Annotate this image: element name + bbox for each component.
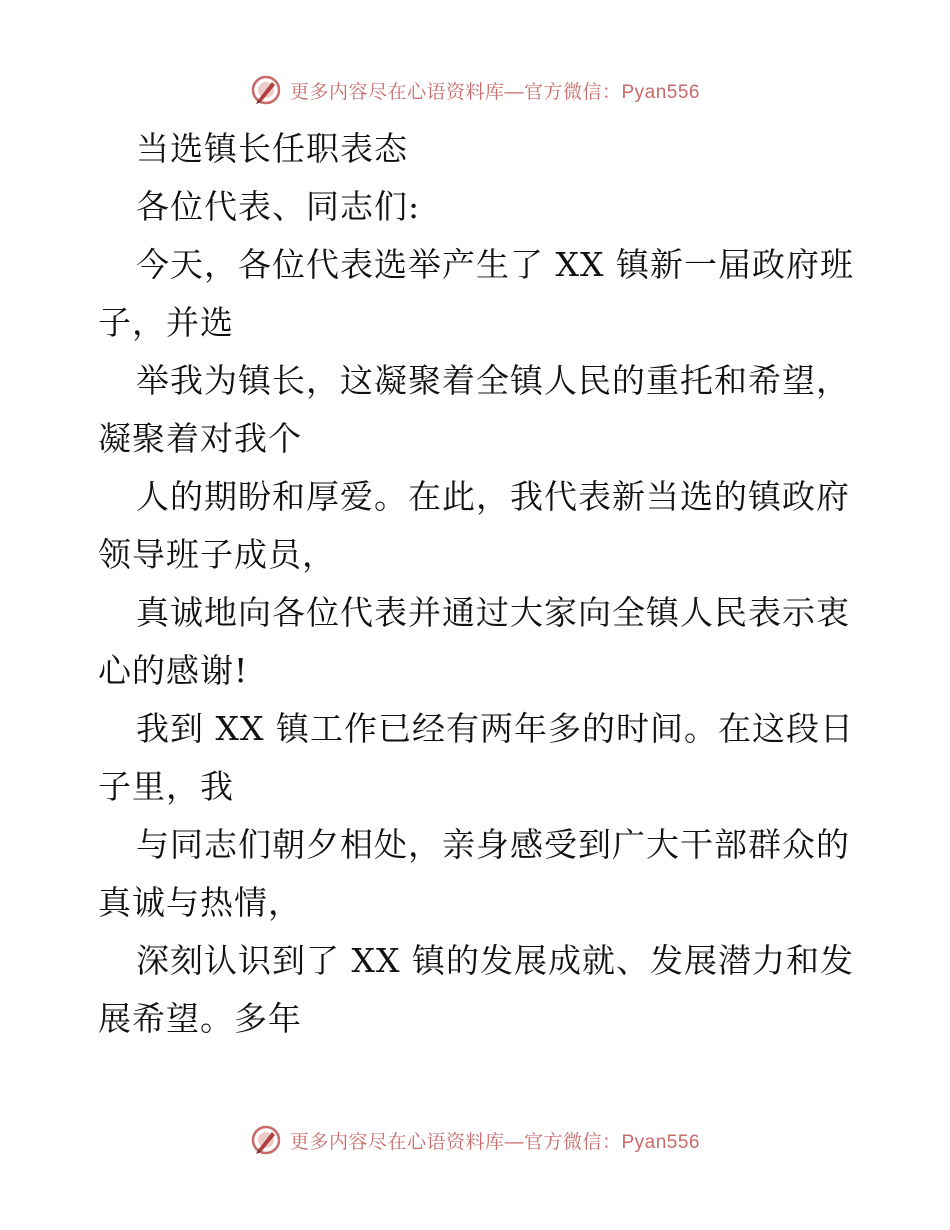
paragraph-line: 深刻认识到了 XX 镇的发展成就、发展潜力和发 <box>136 941 854 980</box>
paragraph-line: 真诚与热情， <box>98 883 302 922</box>
footer-watermark <box>0 1120 950 1160</box>
paragraph-line: 各位代表、同志们: <box>136 187 421 226</box>
paragraph-line: 心的感谢! <box>98 651 249 690</box>
watermark-text: 更多内容尽在心语资料库—官方微信：Pyan556 <box>289 1131 700 1153</box>
paragraph-line: 子，并选 <box>98 303 234 342</box>
header-watermark <box>0 70 950 110</box>
paragraph-line: 领导班子成员， <box>98 535 336 574</box>
paragraph-line: 子里，我 <box>98 767 234 806</box>
paragraph-line: 人的期盼和厚爱。在此，我代表新当选的镇政府 <box>136 477 850 516</box>
paragraph-line: 真诚地向各位代表并通过大家向全镇人民表示衷 <box>136 593 850 632</box>
watermark-text: 更多内容尽在心语资料库—官方微信：Pyan556 <box>289 81 700 103</box>
pen-seal-icon <box>250 1124 282 1156</box>
document-title: 当选镇长任职表态 <box>136 129 408 168</box>
paragraph-line: 今天，各位代表选举产生了 XX 镇新一届政府班 <box>136 245 854 284</box>
paragraph-line: 我到 XX 镇工作已经有两年多的时间。在这段日 <box>136 709 854 748</box>
paragraph-line: 举我为镇长，这凝聚着全镇人民的重托和希望， <box>136 361 850 400</box>
paragraph-line: 与同志们朝夕相处，亲身感受到广大干部群众的 <box>136 825 850 864</box>
pen-seal-icon <box>250 74 282 106</box>
paragraph-line: 展希望。多年 <box>98 999 302 1038</box>
document-body <box>98 120 858 1048</box>
paragraph-line: 凝聚着对我个 <box>98 419 302 458</box>
